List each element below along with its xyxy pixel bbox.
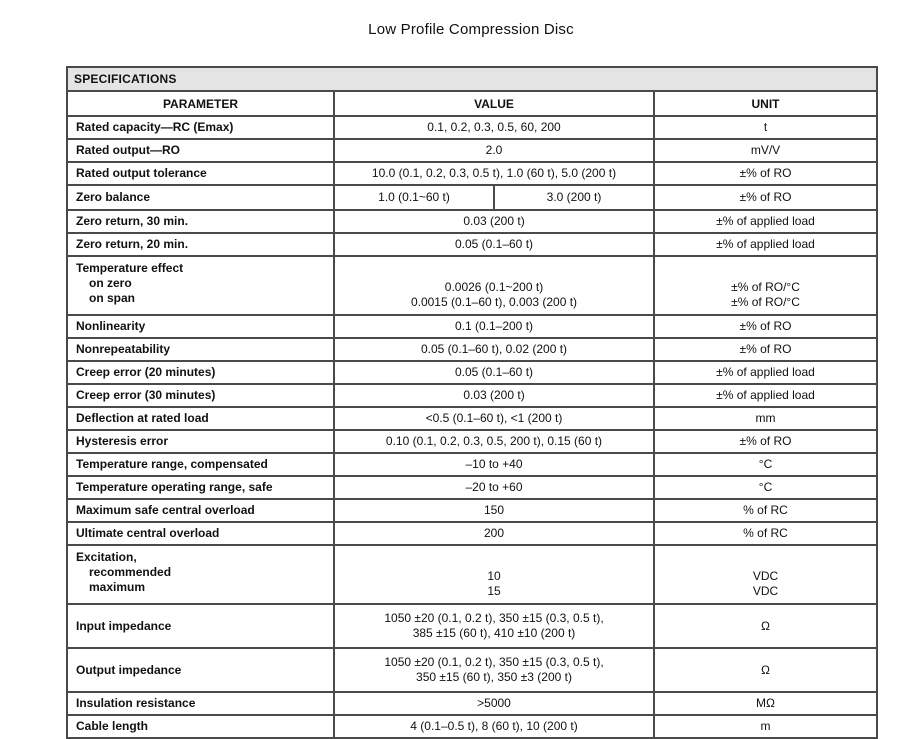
unit-cell: ±% of RO (654, 185, 877, 210)
spec-row (67, 715, 877, 738)
spec-row (67, 139, 877, 162)
value-cell: 10.0 (0.1, 0.2, 0.3, 0.5 t), 1.0 (60 t), 5.0 (200 t) (334, 162, 654, 185)
unit-cell: mm (654, 407, 877, 430)
value-line: 350 ±15 (60 t), 350 ±3 (200 t) (416, 670, 572, 684)
parameter-cell: Insulation resistance (67, 692, 334, 715)
value-cell: 0.03 (200 t) (334, 384, 654, 407)
column-header-row (67, 91, 877, 116)
unit-cell: t (654, 116, 877, 139)
unit-cell: ±% of applied load (654, 233, 877, 256)
parameter-cell: Creep error (20 minutes) (67, 361, 334, 384)
parameter-cell: Zero return, 20 min. (67, 233, 334, 256)
value-cell (334, 648, 654, 692)
unit-cell: m (654, 715, 877, 738)
section-header: SPECIFICATIONS (67, 67, 877, 91)
spec-row (67, 256, 877, 315)
spec-row (67, 648, 877, 692)
value-cell: –10 to +40 (334, 453, 654, 476)
parameter-cell: Deflection at rated load (67, 407, 334, 430)
value-subcell: 1.0 (0.1~60 t) (335, 186, 495, 209)
parameter-cell: Ultimate central overload (67, 522, 334, 545)
parameter-subline: maximum (89, 580, 146, 594)
unit-cell: Ω (654, 648, 877, 692)
value-cell: 2.0 (334, 139, 654, 162)
parameter-subline: recommended (89, 565, 172, 579)
unit-cell (654, 545, 877, 604)
value-cell: <0.5 (0.1–60 t), <1 (200 t) (334, 407, 654, 430)
value-subcell: 3.0 (200 t) (546, 190, 602, 204)
value-cell: 0.05 (0.1–60 t) (334, 361, 654, 384)
unit-cell: ±% of RO (654, 338, 877, 361)
spec-row (67, 162, 877, 185)
unit-line: VDC (752, 569, 779, 583)
value-cell (334, 545, 654, 604)
unit-cell: Ω (654, 604, 877, 648)
unit-cell: ±% of RO (654, 430, 877, 453)
value-cell: 0.05 (0.1–60 t), 0.02 (200 t) (334, 338, 654, 361)
value-cell (334, 185, 654, 210)
value-line: 10 (487, 569, 501, 583)
parameter-cell: Rated output tolerance (67, 162, 334, 185)
spec-row (67, 522, 877, 545)
value-cell: 0.03 (200 t) (334, 210, 654, 233)
parameter-cell: Rated capacity—RC (Emax) (67, 116, 334, 139)
parameter-main: Temperature effect (76, 261, 184, 275)
unit-cell: ±% of applied load (654, 210, 877, 233)
unit-cell: MΩ (654, 692, 877, 715)
column-header-unit: UNIT (654, 91, 877, 116)
value-line: 0.0015 (0.1–60 t), 0.003 (200 t) (410, 295, 578, 309)
spec-row (67, 384, 877, 407)
value-line: 1050 ±20 (0.1, 0.2 t), 350 ±15 (0.3, 0.5 t), (384, 655, 604, 669)
value-cell: –20 to +60 (334, 476, 654, 499)
spec-row (67, 116, 877, 139)
value-cell: 0.05 (0.1–60 t) (334, 233, 654, 256)
parameter-subline: on span (89, 291, 136, 305)
spec-row (67, 210, 877, 233)
spec-row (67, 430, 877, 453)
unit-cell: ±% of applied load (654, 384, 877, 407)
value-cell: 0.10 (0.1, 0.2, 0.3, 0.5, 200 t), 0.15 (60 t) (334, 430, 654, 453)
value-cell (334, 256, 654, 315)
parameter-cell: Input impedance (67, 604, 334, 648)
parameter-cell: Creep error (30 minutes) (67, 384, 334, 407)
value-cell: 0.1, 0.2, 0.3, 0.5, 60, 200 (334, 116, 654, 139)
value-cell: 4 (0.1–0.5 t), 8 (60 t), 10 (200 t) (334, 715, 654, 738)
value-line: 1050 ±20 (0.1, 0.2 t), 350 ±15 (0.3, 0.5 t), (384, 611, 604, 625)
unit-cell (654, 256, 877, 315)
spec-row (67, 499, 877, 522)
spec-row (67, 315, 877, 338)
unit-line: VDC (752, 584, 779, 598)
parameter-cell: Rated output—RO (67, 139, 334, 162)
spec-row (67, 185, 877, 210)
spec-row (67, 453, 877, 476)
unit-cell: °C (654, 453, 877, 476)
parameter-cell: Temperature range, compensated (67, 453, 334, 476)
spec-sheet (66, 0, 876, 739)
spec-row (67, 407, 877, 430)
parameter-cell: Nonrepeatability (67, 338, 334, 361)
spec-row (67, 692, 877, 715)
unit-cell: % of RC (654, 522, 877, 545)
column-header-parameter: PARAMETER (67, 91, 334, 116)
value-line: 385 ±15 (60 t), 410 ±10 (200 t) (412, 626, 576, 640)
spec-row (67, 233, 877, 256)
unit-line: ±% of RO/°C (731, 280, 800, 294)
parameter-cell: Output impedance (67, 648, 334, 692)
parameter-cell: Maximum safe central overload (67, 499, 334, 522)
spec-row (67, 476, 877, 499)
value-line: 0.0026 (0.1~200 t) (444, 280, 544, 294)
parameter-subline: on zero (89, 276, 132, 290)
page-title: Low Profile Compression Disc (368, 21, 574, 38)
value-cell (334, 604, 654, 648)
spec-rows (67, 116, 877, 738)
specifications-table (66, 66, 878, 739)
parameter-cell: Hysteresis error (67, 430, 334, 453)
parameter-main: Excitation, (76, 550, 137, 564)
unit-cell: ±% of RO (654, 162, 877, 185)
spec-row (67, 604, 877, 648)
value-cell: 200 (334, 522, 654, 545)
column-header-value: VALUE (334, 91, 654, 116)
parameter-cell: Zero return, 30 min. (67, 210, 334, 233)
unit-cell: ±% of RO (654, 315, 877, 338)
unit-cell: mV/V (654, 139, 877, 162)
spec-row (67, 361, 877, 384)
value-cell: 150 (334, 499, 654, 522)
parameter-cell: Zero balance (67, 185, 334, 210)
value-cell: 0.1 (0.1–200 t) (334, 315, 654, 338)
parameter-cell (67, 545, 334, 604)
value-cell: >5000 (334, 692, 654, 715)
value-line: 15 (487, 584, 501, 598)
unit-cell: °C (654, 476, 877, 499)
spec-row (67, 338, 877, 361)
unit-cell: ±% of applied load (654, 361, 877, 384)
parameter-cell (67, 256, 334, 315)
section-header-row (67, 67, 877, 91)
unit-cell: % of RC (654, 499, 877, 522)
parameter-cell: Nonlinearity (67, 315, 334, 338)
spec-row (67, 545, 877, 604)
unit-line: ±% of RO/°C (731, 295, 800, 309)
parameter-cell: Temperature operating range, safe (67, 476, 334, 499)
value-split-pair (335, 186, 653, 209)
parameter-cell: Cable length (67, 715, 334, 738)
